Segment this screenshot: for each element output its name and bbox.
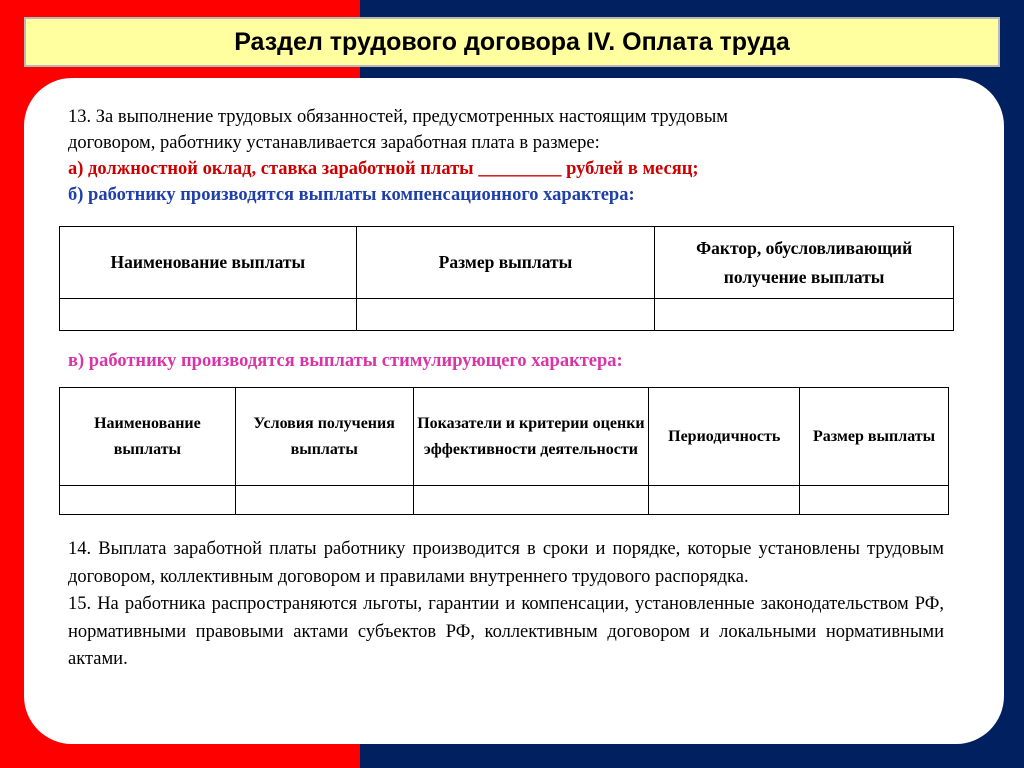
clause-13-line-1: 13. За выполнение трудовых обязанностей, предусмотренных настоящим трудовым — [68, 107, 728, 127]
table-header-cell: Размер выплаты — [356, 227, 655, 299]
table-cell — [356, 299, 655, 331]
table-cell — [60, 486, 236, 515]
item-a-salary: а) должностной оклад, ставка заработной платы _________ рублей в месяц; — [68, 159, 699, 179]
item-b-compensation: б) работнику производятся выплаты компенсационного характера: — [68, 185, 635, 205]
table-header-row — [60, 227, 954, 299]
item-v-incentive: в) работнику производятся выплаты стимулирующего характера: — [68, 351, 623, 371]
table-cell — [235, 486, 413, 515]
table-header-cell: Условия получения выплаты — [235, 388, 413, 486]
incentive-table — [59, 387, 949, 515]
table-header-row — [60, 388, 949, 486]
clause-14: 14. Выплата заработной платы работнику производится в сроки и порядке, которые установлены трудовым договором, коллективным договором и правилами внутреннего трудового распорядка. — [68, 539, 944, 587]
slide-title: Раздел трудового договора IV. Оплата труда — [24, 17, 1000, 67]
table-row — [60, 299, 954, 331]
table-row — [60, 486, 949, 515]
compensation-table — [59, 226, 954, 331]
clause-15: 15. На работника распространяются льготы, гарантии и компенсации, установленные законодательством РФ, нормативными правовыми актами субъектов РФ, коллективным договором и локальными нормативными актами. — [68, 594, 944, 669]
table-header-cell: Наименование выплаты — [60, 227, 357, 299]
table-cell — [413, 486, 649, 515]
table-header-cell: Периодичность — [649, 388, 800, 486]
table-header-cell: Показатели и критерии оценки эффективности деятельности — [413, 388, 649, 486]
clauses-14-15 — [68, 536, 944, 674]
table-header-cell: Наименование выплаты — [60, 388, 236, 486]
table-cell — [60, 299, 357, 331]
table-cell — [649, 486, 800, 515]
clause-13-line-2: договором, работнику устанавливается заработная плата в размере: — [68, 133, 600, 153]
table-header-cell: Фактор, обусловливающий получение выплаты — [655, 227, 954, 299]
clause-13 — [68, 104, 948, 208]
table-cell — [800, 486, 949, 515]
table-cell — [655, 299, 954, 331]
table-header-cell: Размер выплаты — [800, 388, 949, 486]
